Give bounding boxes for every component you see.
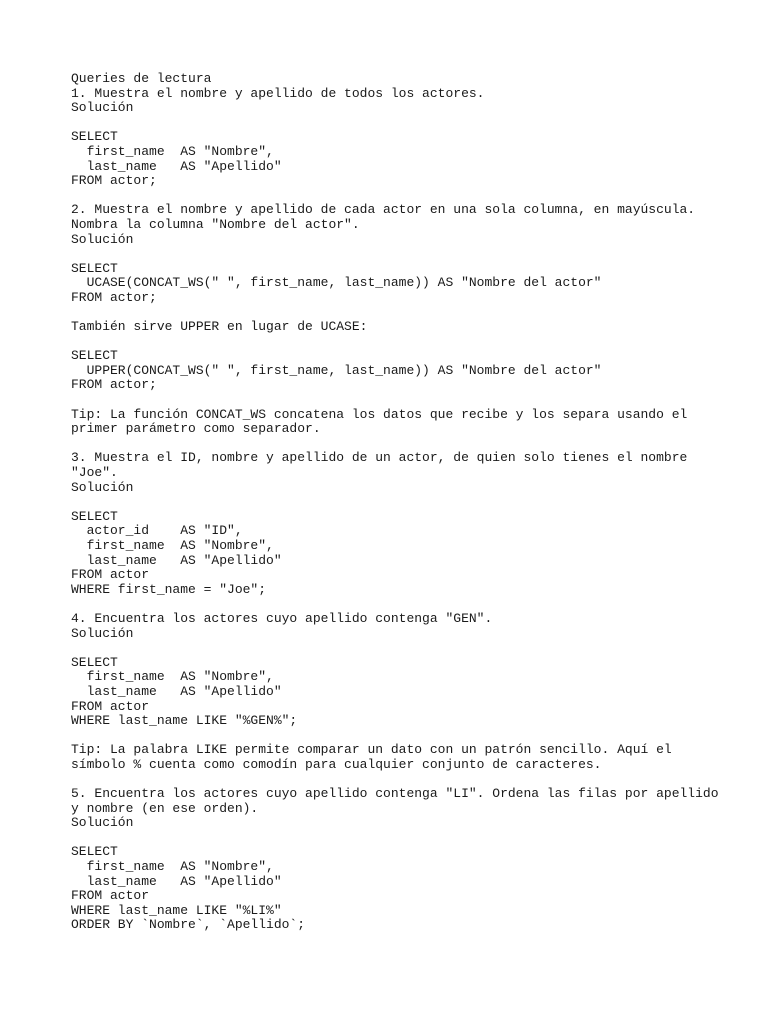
code-line: FROM actor; (71, 173, 157, 189)
blank-line (71, 831, 751, 846)
code-line: UPPER(CONCAT_WS(" ", first_name, last_name)) AS "Nombre del actor" (71, 362, 602, 378)
document-heading: Queries de lectura (71, 71, 212, 86)
solution-label-1: Solución (71, 100, 134, 116)
blank-line (71, 247, 751, 262)
tip-text: Tip: La función CONCAT_WS concatena los datos que recibe y los separa usando el (71, 406, 688, 422)
question-5-continued: y nombre (en ese orden). (71, 800, 259, 816)
code-line: SELECT (71, 129, 118, 145)
document-page (71, 72, 751, 933)
question-3-continued: "Joe". (71, 465, 118, 481)
question-5: 5. Encuentra los actores cuyo apellido contenga "LI". Ordena las filas por apellido (71, 786, 719, 802)
blank-line (71, 437, 751, 452)
code-line: last_name AS "Apellido" (71, 552, 282, 568)
question-3: 3. Muestra el ID, nombre y apellido de un actor, de quien solo tienes el nombre (71, 450, 688, 466)
code-line: last_name AS "Apellido" (71, 683, 282, 699)
code-line: SELECT (71, 844, 118, 860)
tip-text: Tip: La palabra LIKE permite comparar un dato con un patrón sencillo. Aquí el (71, 742, 672, 758)
blank-line (71, 116, 751, 131)
tip-text-continued: símbolo % cuenta como comodín para cualquier conjunto de caracteres. (71, 756, 602, 772)
code-line: FROM actor (71, 698, 150, 714)
code-line: FROM actor (71, 567, 150, 583)
code-line: ORDER BY `Nombre`, `Apellido`; (71, 917, 306, 933)
solution-label-2: Solución (71, 231, 134, 247)
code-line: SELECT (71, 260, 118, 276)
blank-line (71, 189, 751, 204)
solution-label-4: Solución (71, 625, 134, 641)
blank-line (71, 306, 751, 321)
blank-line (71, 641, 751, 656)
code-line: actor_id AS "ID", (71, 523, 243, 539)
blank-line (71, 729, 751, 744)
code-line: first_name AS "Nombre", (71, 143, 274, 159)
blank-line (71, 773, 751, 788)
question-2-continued: Nombra la columna "Nombre del actor". (71, 216, 360, 232)
question-1: 1. Muestra el nombre y apellido de todos los actores. (71, 85, 485, 101)
note-text: También sirve UPPER en lugar de UCASE: (71, 319, 368, 335)
blank-line (71, 597, 751, 612)
question-4: 4. Encuentra los actores cuyo apellido contenga "GEN". (71, 610, 493, 626)
solution-label-5: Solución (71, 815, 134, 831)
code-line: WHERE first_name = "Joe"; (71, 581, 267, 597)
code-line: last_name AS "Apellido" (71, 873, 282, 889)
question-2: 2. Muestra el nombre y apellido de cada actor en una sola columna, en mayúscula. (71, 202, 696, 218)
code-line: last_name AS "Apellido" (71, 158, 282, 174)
blank-line (71, 393, 751, 408)
code-line: FROM actor; (71, 289, 157, 305)
code-line: first_name AS "Nombre", (71, 669, 274, 685)
blank-line (71, 335, 751, 350)
code-line: WHERE last_name LIKE "%GEN%"; (71, 713, 298, 729)
code-line: SELECT (71, 348, 118, 364)
code-line: UCASE(CONCAT_WS(" ", first_name, last_name)) AS "Nombre del actor" (71, 275, 602, 291)
code-line: WHERE last_name LIKE "%LI%" (71, 902, 282, 918)
code-line: first_name AS "Nombre", (71, 538, 274, 553)
code-line: FROM actor; (71, 377, 157, 393)
code-line: FROM actor (71, 888, 150, 904)
tip-text-continued: primer parámetro como separador. (71, 421, 321, 437)
solution-label-3: Solución (71, 479, 134, 495)
code-line: first_name AS "Nombre", (71, 859, 274, 875)
code-line: SELECT (71, 654, 118, 670)
blank-line (71, 495, 751, 510)
code-line: SELECT (71, 508, 118, 524)
